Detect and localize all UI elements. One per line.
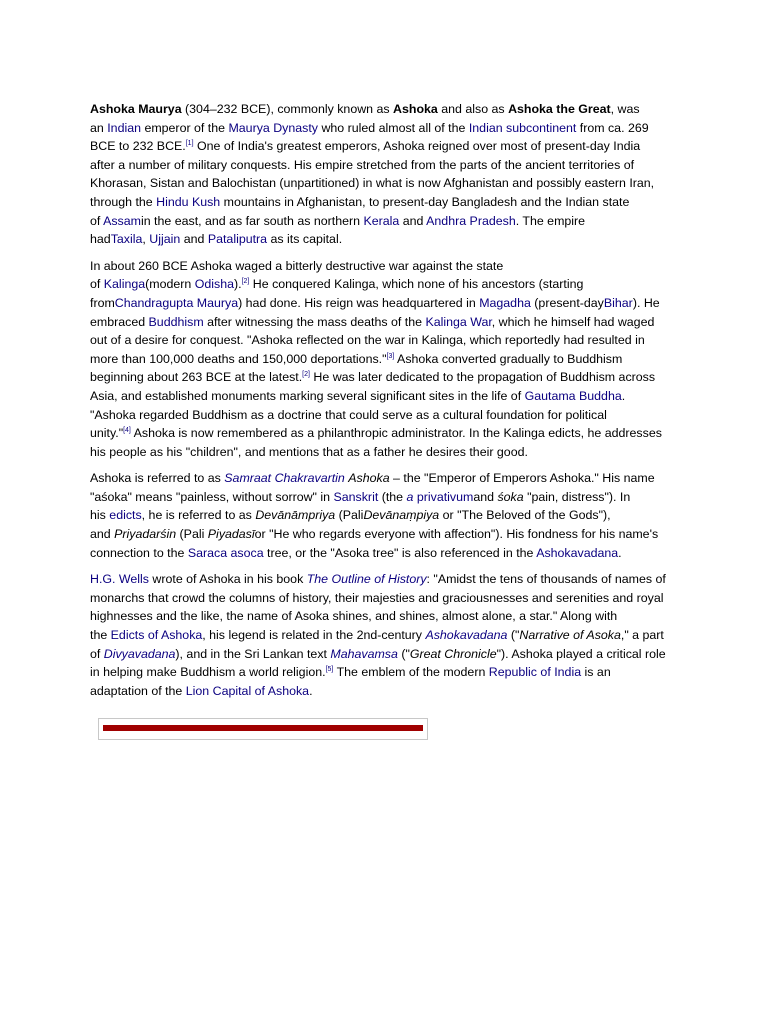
article-link[interactable]: Pataliputra [207,232,268,247]
text-run: Ashoka is referred to as [90,471,225,486]
text-run: Ashoka is now remembered as a philanthropic administrator. In the Kalinga edicts, he addresses his people as his "children", and mentions that as a father he desires their good. [90,426,662,459]
placeholder-bar [103,725,423,731]
article-link[interactable]: The Outline of History [306,572,427,587]
article-link[interactable]: Saraca asoca [187,545,264,560]
article-link[interactable]: privativum [416,489,474,504]
paragraph [90,100,680,249]
italic-text: Ashoka [348,471,390,486]
text-run: , which he himself had waged out of a desire for conquest. "Ashoka reflected on the war in Kalinga, which reportedly had resulted in more than 100,000 deaths and 150,000 deportations." [90,314,655,366]
text-run: tree, or the "Asoka tree" is also referenced in the [263,545,537,560]
article-link[interactable]: Hindu Kush [156,194,221,209]
article-link[interactable]: Kalinga War [425,314,492,329]
text-run: (the [378,489,407,504]
text-run: after witnessing the mass deaths of the [203,314,426,329]
article-link[interactable]: Ashokavadana [425,628,508,643]
text-run: Ashoka converted gradually to Buddhism beginning about 263 BCE at the latest. [90,351,623,385]
citation-link[interactable]: [2] [302,371,310,379]
article-link[interactable]: Taxila [110,232,143,247]
text-run: or "The Beloved of the Gods"), and [90,508,611,542]
text-run: . "Ashoka regarded Buddhism as a doctrine that could serve as a cultural foundation for political unity." [90,388,626,441]
text-run: He conquered Kalinga, which none of his ancestors (starting from [90,277,584,310]
italic-text: Devānāmpriya [255,508,336,523]
article-link[interactable]: a [406,489,414,504]
article-link[interactable]: Assam [103,213,141,228]
article-link[interactable]: H.G. Wells [90,572,149,587]
paragraph [90,469,680,562]
text-run: . [309,683,313,698]
article-link[interactable]: Samraat Chakravartin [224,471,345,486]
text-run: as its capital. [267,232,343,247]
text-run: wrote of Ashoka in his book [148,572,307,587]
article-link[interactable]: edicts [109,508,142,523]
text-run: In about 260 BCE Ashoka waged a bitterly destructive war against the state of [90,258,504,292]
text-run: (Pali [176,527,208,542]
text-run: (present-day [530,295,604,310]
text-run: "pain, distress"). In his [90,489,631,523]
article-link[interactable]: Divyavadana [103,646,176,661]
text-run: who ruled almost all of the [318,120,469,135]
article-link[interactable]: Republic of India [488,665,582,680]
italic-text: Piyadasī [207,527,255,542]
text-run: One of India's greatest emperors, Ashoka reigned over most of present-day India after a number of military conquests. His empire stretched from the parts of the ancient territories of Khorasan, Sistan and Balochistan (unpartitioned) in what is now Afghanistan and possibly eastern Iran, through the [90,139,655,209]
text-run: mountains in Afghanistan, to present-day Bangladesh and the Indian state of [90,194,630,228]
text-run: , he is referred to as [141,508,256,523]
article-link[interactable]: Andhra Pradesh [426,213,516,228]
text-run: (Pali [335,508,364,523]
text-run: . The empire had [90,213,586,247]
italic-text: Narrative of Asoka [519,628,621,643]
text-run: , his legend is related in the 2nd-century [202,628,426,643]
text-run: , was an [90,102,640,135]
text-run: (" [397,646,410,661]
text-run: , [142,232,150,247]
text-run: (modern [145,277,195,292]
italic-text: Great Chronicle [409,646,497,661]
text-run: He was later dedicated to the propagation of Buddhism across Asia, and established monuments marking several significant sites in the life of [90,370,656,403]
article-link[interactable]: Indian [107,120,141,135]
text-run: "). Ashoka played a critical role in helping make Buddhism a world religion. [90,646,666,680]
article-link[interactable]: Kalinga [103,277,146,292]
text-run: ). He embraced [90,295,660,329]
article-link[interactable]: Buddhism [148,314,204,329]
text-run: and [399,213,427,228]
text-run: ). [233,277,242,292]
article-link[interactable]: Lion Capital of Ashoka [185,683,310,698]
text-run: . [618,545,622,560]
text-run: – the "Emperor of Emperors Ashoka." His name "aśoka" means "painless, without sorrow" in [90,471,655,504]
citation-link[interactable]: [3] [386,352,395,360]
article-link[interactable]: Ujjain [149,232,181,247]
citation-link[interactable]: [2] [241,278,250,286]
bold-text: Ashoka Maurya [90,102,182,116]
text-run: (304–232 BCE), commonly known as [181,102,394,116]
text-run: ) had done. His reign was headquartered in [238,295,480,310]
text-run: from ca. 269 BCE to 232 BCE. [90,120,649,154]
citation-link[interactable]: [1] [185,140,194,148]
text-run: or "He who regards everyone with affection"). His fondness for his name's connection to the [90,527,659,560]
article-link[interactable]: Indian subcontinent [468,120,577,135]
article-link[interactable]: Sanskrit [333,489,379,504]
text-run: and [180,232,208,247]
italic-text: Priyadarśin [114,527,177,542]
bold-text: Ashoka [393,102,438,116]
text-run: and also as [437,102,509,116]
article-link[interactable]: Bihar [603,295,633,310]
article-link[interactable]: Magadha [479,295,531,310]
paragraph [90,570,680,700]
text-run: ), and in the Sri Lankan text [175,646,331,661]
citation-link[interactable]: [4] [123,427,131,435]
italic-text: śoka [497,489,524,504]
article-link[interactable]: Kerala [363,213,400,228]
text-run: : "Amidst the tens of thousands of names of monarchs that crowd the columns of history, their majesties and graciousnesses and serenities and royal highnesses and the like, the name of Asoka shines, and shines, almost alone, a star." Along with the [90,572,666,643]
text-run: The emblem of the modern [333,665,489,680]
article-link[interactable]: Maurya Dynasty [228,120,318,135]
text-run: ," a part of [90,628,664,661]
article-link[interactable]: Odisha [194,277,234,292]
bold-text: Ashoka the Great [508,102,611,116]
text-run: (" [507,628,520,643]
image-placeholder [98,718,428,740]
article-link[interactable]: Ashokavadana [536,545,619,560]
italic-text: Devānaṃpiya [363,508,440,523]
article-link[interactable]: Mahavamsa [330,646,398,661]
article-link[interactable]: Gautama Buddha [524,388,622,403]
text-run: is an adaptation of the [90,665,611,698]
article-body [90,100,680,708]
text-run: emperor of the [141,120,229,135]
text-run: and [473,489,498,504]
article-link[interactable]: Edicts of Ashoka [110,628,203,643]
text-run: in the east, and as far south as northern [140,213,364,228]
citation-link[interactable]: [5] [325,666,334,674]
paragraph [90,257,680,462]
article-link[interactable]: Chandragupta Maurya [114,295,239,310]
